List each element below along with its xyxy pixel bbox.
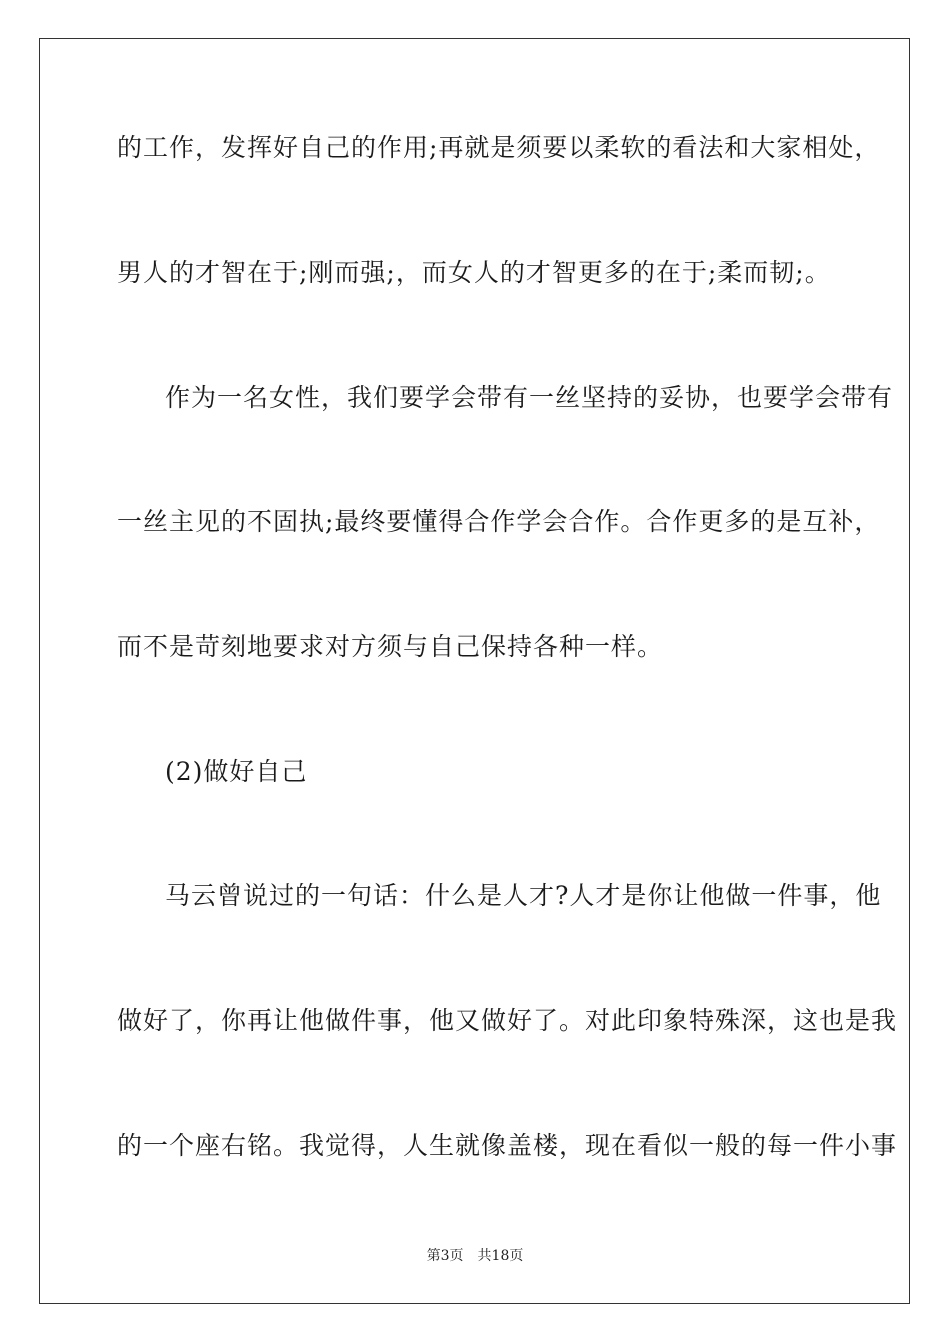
text-line-7: 马云曾说过的一句话：什么是人才?人才是你让他做一件事，他 [165, 881, 882, 910]
text-line-1: 的工作，发挥好自己的作用;再就是须要以柔软的看法和大家相处， [117, 133, 881, 162]
text-line-3: 作为一名女性，我们要学会带有一丝坚持的妥协，也要学会带有 [165, 383, 894, 412]
page-border [39, 38, 910, 1304]
text-line-9: 的一个座右铭。我觉得，人生就像盖楼，现在看似一般的每一件小事 [117, 1131, 898, 1160]
text-line-4: 一丝主见的不固执;最终要懂得合作学会合作。合作更多的是互补， [117, 507, 881, 536]
text-line-2: 男人的才智在于;刚而强;，而女人的才智更多的在于;柔而韧;。 [117, 258, 831, 287]
text-line-8: 做好了，你再让他做件事，他又做好了。对此印象特殊深，这也是我 [117, 1006, 898, 1035]
page-footer [0, 1247, 950, 1265]
page-number: 第3页 [426, 1248, 464, 1264]
section-heading: (2)做好自己 [165, 757, 308, 786]
page-total: 共18页 [477, 1248, 524, 1264]
text-line-5: 而不是苛刻地要求对方须与自己保持各种一样。 [117, 632, 664, 661]
